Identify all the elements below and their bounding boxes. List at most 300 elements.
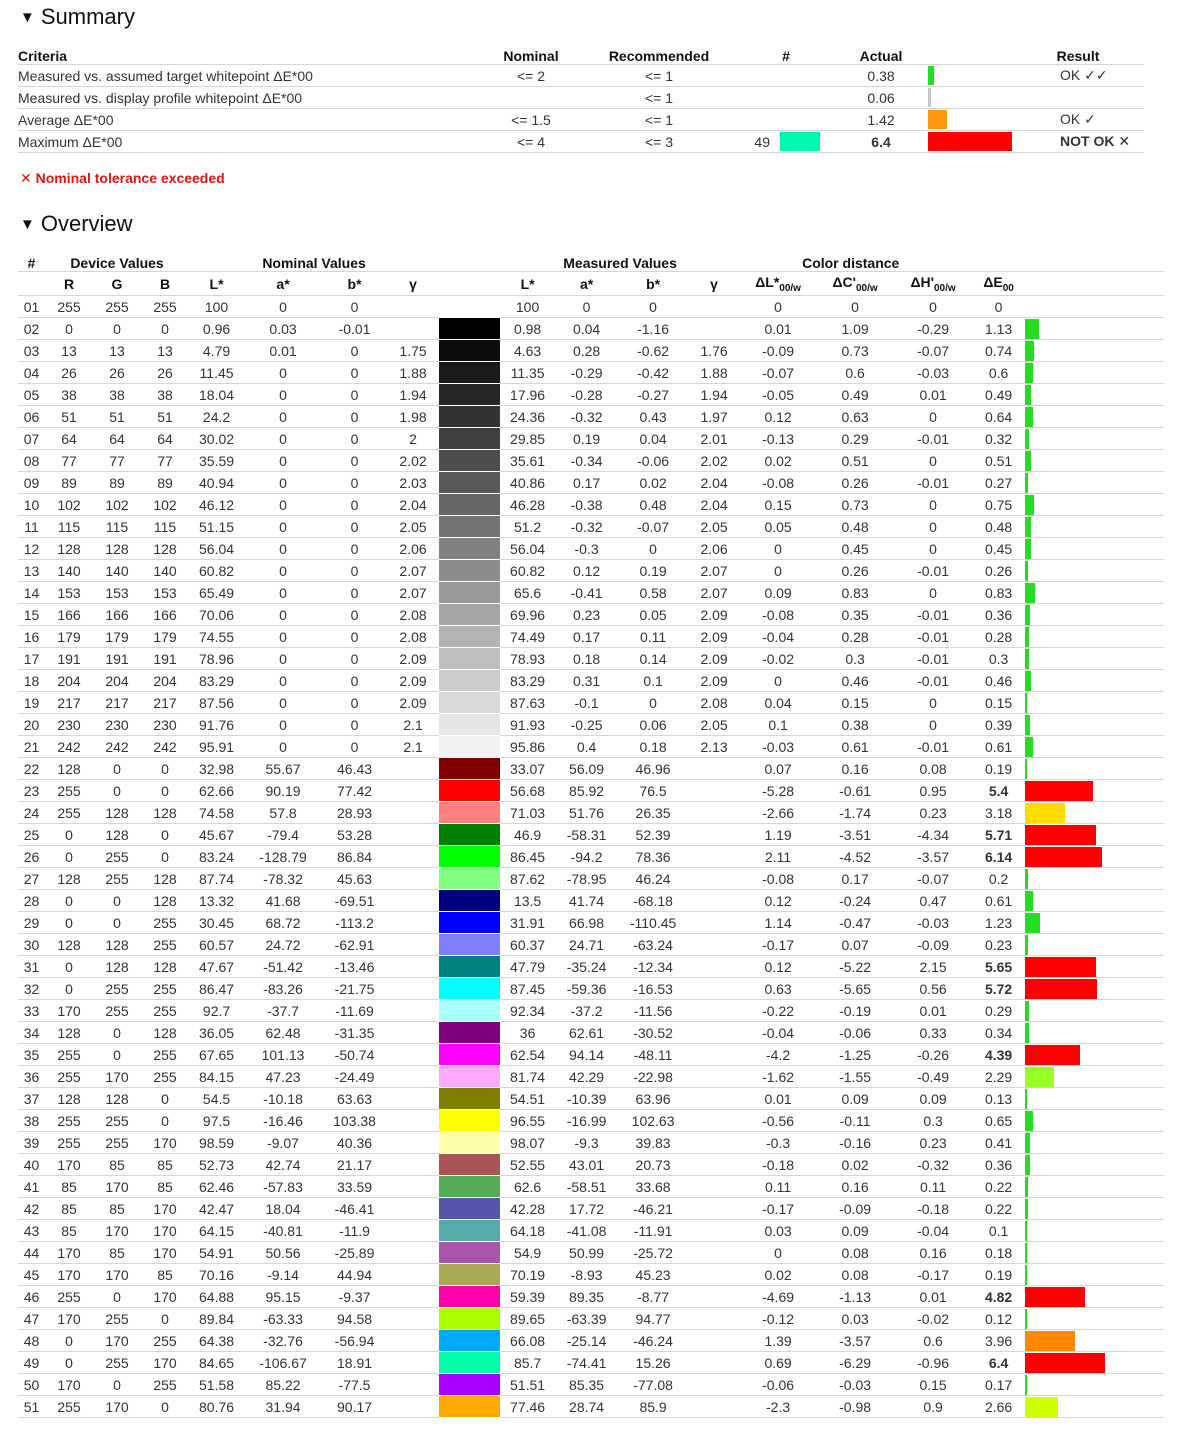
l-cell: 45.67 (189, 824, 244, 846)
nominal-cell: <= 1.5 (470, 109, 592, 131)
gamma-cell (387, 1088, 439, 1110)
color-swatch (439, 824, 500, 846)
r-cell: 85 (45, 1198, 93, 1220)
col-dL: $\Delta L*_{00/w}$ (740, 272, 816, 296)
de-bar (1025, 1397, 1058, 1417)
overview-row (18, 1198, 1164, 1220)
overview-row (18, 1220, 1164, 1242)
ma-cell: 0.31 (555, 670, 618, 692)
ml-cell: 71.03 (500, 802, 555, 824)
num-cell: 28 (18, 890, 45, 912)
summary-heading[interactable] (20, 4, 135, 30)
gamma-cell: 2.05 (387, 516, 439, 538)
dl-cell: -0.02 (740, 648, 816, 670)
l-cell: 60.82 (189, 560, 244, 582)
overview-heading[interactable] (20, 211, 133, 237)
gamma-cell (387, 1308, 439, 1330)
de-bar (1025, 1309, 1027, 1329)
a-cell: 42.74 (244, 1154, 322, 1176)
r-cell: 0 (45, 956, 93, 978)
mb-cell: -68.18 (618, 890, 688, 912)
gamma-cell (387, 1374, 439, 1396)
bstar-cell: 28.93 (322, 802, 387, 824)
bstar-cell: 0 (322, 714, 387, 736)
de-bar-cell (1025, 758, 1164, 780)
dh-cell: -0.01 (894, 736, 972, 758)
de-bar (1025, 385, 1031, 405)
r-cell: 170 (45, 1242, 93, 1264)
de-cell: 0.2 (972, 868, 1025, 890)
overview-heading-label: Overview (40, 211, 133, 236)
a-cell: 62.48 (244, 1022, 322, 1044)
dc-cell: 0.17 (816, 868, 894, 890)
dh-cell: -0.26 (894, 1044, 972, 1066)
de-bar (1025, 935, 1028, 955)
g-cell: 255 (93, 1352, 141, 1374)
a-cell: -10.18 (244, 1088, 322, 1110)
r-cell: 0 (45, 890, 93, 912)
num-cell: 01 (18, 296, 45, 318)
color-swatch (439, 692, 500, 714)
col-a: a* (244, 272, 322, 296)
dl-cell: -4.2 (740, 1044, 816, 1066)
de-cell: 0.83 (972, 582, 1025, 604)
dl-cell: 0.05 (740, 516, 816, 538)
color-swatch (439, 912, 500, 934)
group-distance: Color distance (740, 249, 1164, 272)
overview-row (18, 1022, 1164, 1044)
num-cell: 48 (18, 1330, 45, 1352)
de-bar-cell (1025, 1022, 1164, 1044)
dc-cell: 0.02 (816, 1154, 894, 1176)
bstar-cell: 18.91 (322, 1352, 387, 1374)
de-bar (1025, 715, 1030, 735)
gamma-cell: 1.98 (387, 406, 439, 428)
criteria-cell: Maximum ΔE*00 (18, 131, 470, 153)
bstar-cell: -11.69 (322, 1000, 387, 1022)
b-cell: 128 (141, 890, 189, 912)
dh-cell: -0.02 (894, 1308, 972, 1330)
b-cell: 217 (141, 692, 189, 714)
g-cell: 128 (93, 538, 141, 560)
overview-row (18, 1132, 1164, 1154)
ml-cell: 31.91 (500, 912, 555, 934)
result-cell (1060, 87, 1144, 109)
ml-cell: 29.85 (500, 428, 555, 450)
a-cell: 24.72 (244, 934, 322, 956)
dc-cell: 0.07 (816, 934, 894, 956)
g-cell: 89 (93, 472, 141, 494)
mgamma-cell: 2.04 (688, 472, 740, 494)
dc-cell: 0.48 (816, 516, 894, 538)
overview-row (18, 1286, 1164, 1308)
de-bar (1025, 561, 1028, 581)
num-cell: 47 (18, 1308, 45, 1330)
b-cell: 26 (141, 362, 189, 384)
dh-cell: 0 (894, 714, 972, 736)
overview-row (18, 428, 1164, 450)
b-cell: 13 (141, 340, 189, 362)
b-cell: 85 (141, 1264, 189, 1286)
mgamma-cell: 2.07 (688, 582, 740, 604)
color-swatch (439, 626, 500, 648)
ma-cell: -35.24 (555, 956, 618, 978)
dl-cell: 0.01 (740, 318, 816, 340)
mgamma-cell (688, 1088, 740, 1110)
dh-cell: -0.09 (894, 934, 972, 956)
mb-cell: -0.07 (618, 516, 688, 538)
color-swatch (439, 978, 500, 1000)
dl-cell: -0.04 (740, 1022, 816, 1044)
mb-cell: 0.06 (618, 714, 688, 736)
col-G: G (93, 272, 141, 296)
b-cell: 255 (141, 1000, 189, 1022)
ml-cell: 51.51 (500, 1374, 555, 1396)
r-cell: 128 (45, 758, 93, 780)
de-bar-cell (1025, 1220, 1164, 1242)
ma-cell: 28.74 (555, 1396, 618, 1418)
de-bar-cell (1025, 780, 1164, 802)
color-swatch (439, 1110, 500, 1132)
collapse-triangle-icon[interactable]: ▼ (20, 216, 35, 233)
l-cell: 36.05 (189, 1022, 244, 1044)
mgamma-cell (688, 1176, 740, 1198)
l-cell: 52.73 (189, 1154, 244, 1176)
mgamma-cell (688, 780, 740, 802)
a-cell: 0 (244, 384, 322, 406)
gamma-cell: 1.94 (387, 384, 439, 406)
g-cell: 64 (93, 428, 141, 450)
count-cell (726, 65, 780, 87)
r-cell: 191 (45, 648, 93, 670)
dh-cell: -0.01 (894, 472, 972, 494)
ma-cell: 51.76 (555, 802, 618, 824)
color-swatch (439, 494, 500, 516)
r-cell: 0 (45, 912, 93, 934)
de-bar-cell (1025, 824, 1164, 846)
recommended-cell: <= 3 (592, 131, 726, 153)
de-cell: 0.74 (972, 340, 1025, 362)
ma-cell: 85.92 (555, 780, 618, 802)
dl-cell: -0.22 (740, 1000, 816, 1022)
recommended-cell: <= 1 (592, 109, 726, 131)
dh-cell: 0.9 (894, 1396, 972, 1418)
bstar-cell: 86.84 (322, 846, 387, 868)
de-cell: 3.96 (972, 1330, 1025, 1352)
r-cell: 166 (45, 604, 93, 626)
de-cell: 0.3 (972, 648, 1025, 670)
collapse-triangle-icon[interactable]: ▼ (20, 9, 35, 26)
de-cell: 4.82 (972, 1286, 1025, 1308)
r-cell: 217 (45, 692, 93, 714)
dh-cell: 0.08 (894, 758, 972, 780)
dh-cell: 0.33 (894, 1022, 972, 1044)
dl-cell: 0.12 (740, 406, 816, 428)
mgamma-cell: 2.07 (688, 560, 740, 582)
r-cell: 85 (45, 1220, 93, 1242)
ml-cell: 52.55 (500, 1154, 555, 1176)
actual-bar (928, 88, 931, 107)
gamma-cell (387, 296, 439, 318)
de-bar-cell (1025, 1330, 1164, 1352)
g-cell: 255 (93, 1000, 141, 1022)
de-cell: 0.22 (972, 1176, 1025, 1198)
r-cell: 170 (45, 1264, 93, 1286)
g-cell: 13 (93, 340, 141, 362)
de-bar (1025, 649, 1029, 669)
ma-cell: 85.35 (555, 1374, 618, 1396)
mgamma-cell (688, 1352, 740, 1374)
mb-cell: 0.43 (618, 406, 688, 428)
mb-cell: 26.35 (618, 802, 688, 824)
num-cell: 35 (18, 1044, 45, 1066)
color-swatch (439, 1374, 500, 1396)
mgamma-cell (688, 1396, 740, 1418)
summary-row (18, 87, 1144, 109)
dl-cell: 0 (740, 1242, 816, 1264)
dc-cell: 0.73 (816, 340, 894, 362)
overview-row (18, 384, 1164, 406)
l-cell: 60.57 (189, 934, 244, 956)
l-cell: 35.59 (189, 450, 244, 472)
bstar-cell: -50.74 (322, 1044, 387, 1066)
ma-cell: -63.39 (555, 1308, 618, 1330)
l-cell: 13.32 (189, 890, 244, 912)
de-cell: 0.41 (972, 1132, 1025, 1154)
dl-cell: -0.08 (740, 472, 816, 494)
a-cell: 101.13 (244, 1044, 322, 1066)
gamma-cell (387, 802, 439, 824)
mgamma-cell (688, 1308, 740, 1330)
dc-cell: -0.98 (816, 1396, 894, 1418)
summary-heading-label: Summary (40, 4, 135, 29)
dc-cell: -4.52 (816, 846, 894, 868)
g-cell: 170 (93, 1264, 141, 1286)
a-cell: -79.4 (244, 824, 322, 846)
r-cell: 255 (45, 1286, 93, 1308)
color-swatch (439, 890, 500, 912)
dl-cell: 0 (740, 670, 816, 692)
de-bar (1025, 429, 1029, 449)
de-bar-cell (1025, 340, 1164, 362)
ml-cell: 62.54 (500, 1044, 555, 1066)
a-cell: 50.56 (244, 1242, 322, 1264)
g-cell: 255 (93, 868, 141, 890)
a-cell: 55.67 (244, 758, 322, 780)
mb-cell: 78.36 (618, 846, 688, 868)
count-cell: 49 (726, 131, 780, 153)
mb-cell: -16.53 (618, 978, 688, 1000)
b-cell: 128 (141, 802, 189, 824)
num-cell: 02 (18, 318, 45, 340)
color-swatch (439, 758, 500, 780)
de-bar-cell (1025, 626, 1164, 648)
de-bar (1025, 451, 1031, 471)
num-cell: 38 (18, 1110, 45, 1132)
num-cell: 24 (18, 802, 45, 824)
num-cell: 04 (18, 362, 45, 384)
ma-cell: -10.39 (555, 1088, 618, 1110)
overview-row (18, 868, 1164, 890)
mb-cell: -0.42 (618, 362, 688, 384)
ml-cell: 74.49 (500, 626, 555, 648)
count-bar-cell (780, 65, 846, 87)
criteria-cell: Measured vs. display profile whitepoint ΔE*00 (18, 87, 470, 109)
a-cell: 0 (244, 406, 322, 428)
ml-cell: 46.9 (500, 824, 555, 846)
dc-cell: 0.49 (816, 384, 894, 406)
dc-cell: -0.47 (816, 912, 894, 934)
g-cell: 255 (93, 1132, 141, 1154)
color-swatch (439, 1242, 500, 1264)
mb-cell: 20.73 (618, 1154, 688, 1176)
mb-cell: 94.77 (618, 1308, 688, 1330)
ma-cell: 0.17 (555, 626, 618, 648)
dc-cell: 0.26 (816, 472, 894, 494)
color-swatch (439, 1396, 500, 1418)
dl-cell: 0.01 (740, 1088, 816, 1110)
a-cell: -9.14 (244, 1264, 322, 1286)
b-cell: 166 (141, 604, 189, 626)
dh-cell: 0.11 (894, 1176, 972, 1198)
actual-cell: 0.06 (846, 87, 916, 109)
dc-cell: 0.61 (816, 736, 894, 758)
b-cell: 0 (141, 1110, 189, 1132)
ml-cell: 54.51 (500, 1088, 555, 1110)
de-bar-cell (1025, 846, 1164, 868)
mb-cell: 0.14 (618, 648, 688, 670)
overview-row (18, 780, 1164, 802)
recommended-cell: <= 1 (592, 65, 726, 87)
l-cell: 56.04 (189, 538, 244, 560)
de-bar (1025, 825, 1096, 845)
overview-row (18, 296, 1164, 318)
de-bar (1025, 1221, 1027, 1241)
ml-cell: 60.37 (500, 934, 555, 956)
gamma-cell (387, 890, 439, 912)
overview-row (18, 516, 1164, 538)
actual-bar-cell (928, 131, 1012, 153)
de-bar (1025, 495, 1034, 515)
dh-cell: 0 (894, 692, 972, 714)
mgamma-cell (688, 978, 740, 1000)
mgamma-cell: 1.76 (688, 340, 740, 362)
mb-cell: 63.96 (618, 1088, 688, 1110)
mgamma-cell: 2.05 (688, 516, 740, 538)
bstar-cell: 0 (322, 406, 387, 428)
de-bar-cell (1025, 648, 1164, 670)
g-cell: 0 (93, 780, 141, 802)
g-cell: 0 (93, 1374, 141, 1396)
ma-cell: 0.4 (555, 736, 618, 758)
bstar-cell: 33.59 (322, 1176, 387, 1198)
count-cell (726, 87, 780, 109)
ml-cell: 11.35 (500, 362, 555, 384)
overview-row (18, 714, 1164, 736)
a-cell: 0 (244, 428, 322, 450)
g-cell: 128 (93, 956, 141, 978)
mb-cell: -11.91 (618, 1220, 688, 1242)
b-cell: 0 (141, 846, 189, 868)
dh-cell: -0.01 (894, 428, 972, 450)
de-bar-cell (1025, 494, 1164, 516)
de-cell: 0.1 (972, 1220, 1025, 1242)
de-cell: 0.27 (972, 472, 1025, 494)
ma-cell: -37.2 (555, 1000, 618, 1022)
ma-cell: -41.08 (555, 1220, 618, 1242)
dl-cell: 0.15 (740, 494, 816, 516)
de-cell: 4.39 (972, 1044, 1025, 1066)
dl-cell: -5.28 (740, 780, 816, 802)
b-cell: 0 (141, 1308, 189, 1330)
dl-cell: -0.07 (740, 362, 816, 384)
ma-cell: -0.25 (555, 714, 618, 736)
r-cell: 0 (45, 1352, 93, 1374)
de-bar-cell (1025, 1044, 1164, 1066)
gamma-cell: 2.08 (387, 604, 439, 626)
gamma-cell (387, 956, 439, 978)
r-cell: 170 (45, 1000, 93, 1022)
g-cell: 0 (93, 1286, 141, 1308)
a-cell: 0 (244, 736, 322, 758)
dl-cell: 1.19 (740, 824, 816, 846)
r-cell: 0 (45, 978, 93, 1000)
mgamma-cell (688, 1264, 740, 1286)
bstar-cell: 0 (322, 384, 387, 406)
de-cell: 0.23 (972, 934, 1025, 956)
dh-cell: -0.32 (894, 1154, 972, 1176)
dl-cell: -0.17 (740, 1198, 816, 1220)
de-bar (1025, 891, 1033, 911)
de-cell: 2.29 (972, 1066, 1025, 1088)
dl-cell: 2.11 (740, 846, 816, 868)
ml-cell: 54.9 (500, 1242, 555, 1264)
gamma-cell (387, 1044, 439, 1066)
ma-cell: -0.3 (555, 538, 618, 560)
l-cell: 70.16 (189, 1264, 244, 1286)
num-cell: 18 (18, 670, 45, 692)
overview-row (18, 1066, 1164, 1088)
overview-row (18, 626, 1164, 648)
criteria-cell: Measured vs. assumed target whitepoint ΔE*00 (18, 65, 470, 87)
de-cell: 0.18 (972, 1242, 1025, 1264)
dl-cell: 0 (740, 560, 816, 582)
gamma-cell (387, 1352, 439, 1374)
gamma-cell (387, 1132, 439, 1154)
gamma-cell (387, 1022, 439, 1044)
color-swatch (439, 428, 500, 450)
overview-row (18, 340, 1164, 362)
col-B: B (141, 272, 189, 296)
bstar-cell: -11.9 (322, 1220, 387, 1242)
dh-cell: 0.6 (894, 1330, 972, 1352)
de-cell: 0.61 (972, 890, 1025, 912)
mgamma-cell (688, 868, 740, 890)
ml-cell: 91.93 (500, 714, 555, 736)
col-mL: L* (500, 272, 555, 296)
a-cell: 0 (244, 692, 322, 714)
color-swatch (439, 340, 500, 362)
overview-row (18, 912, 1164, 934)
de-bar-cell (1025, 1308, 1164, 1330)
col-dC: $\Delta C'_{00/w}$ (816, 272, 894, 296)
count-bar (780, 132, 820, 151)
dc-cell: 0.63 (816, 406, 894, 428)
l-cell: 80.76 (189, 1396, 244, 1418)
de-bar (1025, 1045, 1080, 1065)
l-cell: 40.94 (189, 472, 244, 494)
num-cell: 10 (18, 494, 45, 516)
